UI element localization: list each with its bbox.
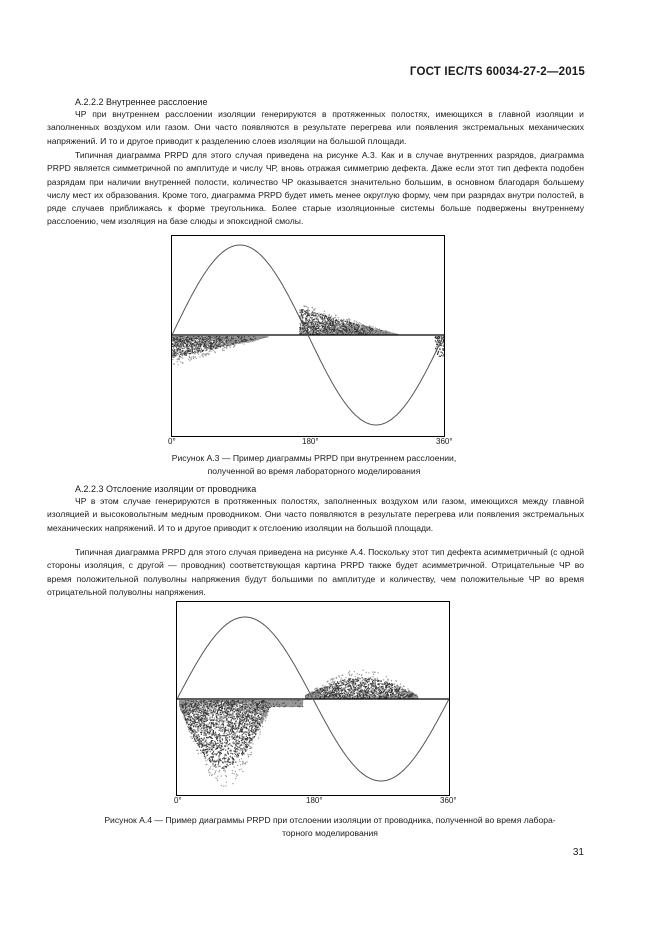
section-heading-a223: А.2.2.3 Отслоение изоляции от проводника [75, 484, 257, 494]
tick-360-a4: 360° [440, 796, 457, 805]
caption-a4-line2: торного моделирования [282, 828, 378, 838]
prpd-chart-a3 [171, 235, 445, 437]
caption-a3-line1: Рисунок А.3 — Пример диаграммы PRPD при внутреннем расслоении, [171, 453, 457, 463]
negative-pd-cluster-end [435, 336, 444, 357]
section-heading-a222: А.2.2.2 Внутреннее расслоение [75, 97, 208, 107]
caption-a4-line1: Рисунок А.4 — Пример диаграммы PRPD при отслоении изоляции от проводника, полученной во время лабора- [104, 815, 556, 825]
tick-0-a4: 0° [174, 796, 182, 805]
prpd-plot-a3 [172, 236, 444, 436]
tick-180-a4: 180° [306, 796, 323, 805]
tick-180-a3: 180° [302, 437, 319, 446]
caption-a3-line2: полученной во время лабораторного моделирования [207, 466, 421, 476]
paragraph-a222-1: ЧР при внутреннем расслоении изоляции генерируются в протяженных полостях, имеющихся в главной изоляции и заполненных воздухом или газом. Они часто появляются в результате перегрева или появления экстремальных механических напряжений. И то и другое приводит к разделению слоев изоляции на большой площади. [47, 109, 584, 146]
page-number: 31 [572, 847, 584, 858]
prpd-plot-a4 [177, 602, 449, 795]
tick-360-a3: 360° [436, 437, 453, 446]
paragraph-a223-1: ЧР в этом случае генерируются в протяженных полостях, заполненных воздухом или газом, имеющихся между главной изоляцией и высоковольтным медным проводником. Они часто появляются в результате перегрева или появления экстремальных механических напряжений. И то и другое приводит к отслоению изоляции на большой площади. [47, 496, 584, 533]
tick-0-a3: 0° [168, 437, 176, 446]
document-header: ГОСТ IEC/TS 60034-27-2—2015 [409, 66, 585, 78]
paragraph-a223-2: Типичная диаграмма PRPD для этого случая приведена на рисунке А.4. Поскольку этот тип дефекта асимметричный (с одной стороны изоляция, с другой — проводник) соответствующая картина PRPD также будет асимметричной. Отрицательные ЧР во время положительной полуволны напряжения будут большими по амплитуде и количеству, чем положительные ЧР во время отрицательной полуволны напряжения. [47, 547, 584, 597]
paragraph-a222-2: Типичная диаграмма PRPD для этого случая приведена на рисунке А.3. Как и в случае внутренних разрядов, диаграмма PRPD является симметричной по амплитуде и числу ЧР, вновь отражая симметрию дефекта. Даже если этот тип дефекта подобен разрядам при наличии внутренней полости, количество ЧР оказывается значительно большим, в основном благодаря большему числу мест их образования. Кроме того, диаграмма PRPD будет иметь менее округлую форму, чем при разрядах внутри полостей, в ряде случаев приближаясь к форме треугольника. Более старые изоляционные системы больше подвержены внутреннему расслоению, чем изоляция на базе слюды и эпоксидной смолы. [47, 150, 584, 227]
figure-caption-a4 [30, 814, 630, 840]
figure-caption-a3 [100, 452, 528, 478]
prpd-chart-a4 [176, 601, 450, 796]
